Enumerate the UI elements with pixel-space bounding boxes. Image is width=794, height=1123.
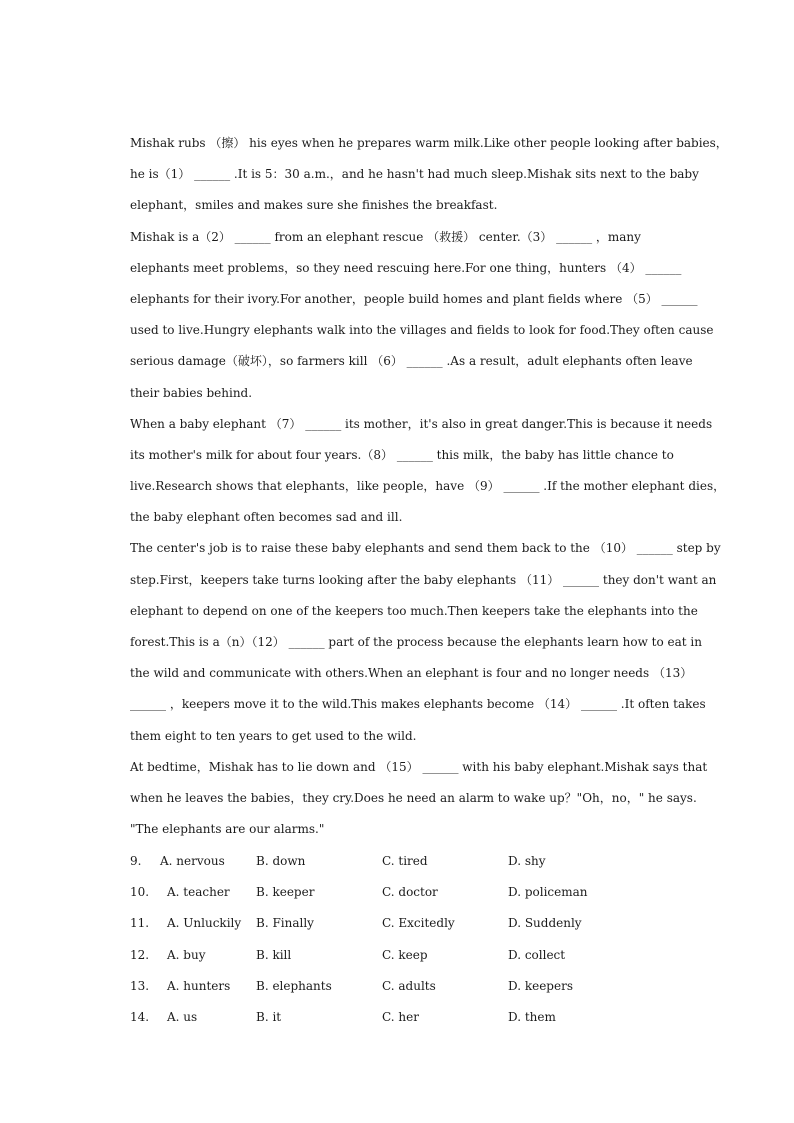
option-b: B. kill: [256, 947, 292, 962]
option-d: D. Suddenly: [508, 916, 582, 931]
question-number: 14.: [130, 1009, 150, 1024]
answer-options: [130, 846, 710, 1033]
passage-line: At bedtime，Mishak has to lie down and （15） ______ with his baby elephant.Mishak says that: [130, 759, 708, 774]
question-row: [130, 908, 710, 939]
passage-line: When a baby elephant （7） ______ its mother，it's also in great danger.This is because it needs: [130, 416, 713, 431]
option-c: C. Excitedly: [382, 916, 455, 931]
passage-line: The center's job is to raise these baby elephants and send them back to the （10） ______ step by: [130, 541, 721, 556]
option-d: D. collect: [508, 947, 566, 962]
passage-line: them eight to ten years to get used to the wild.: [130, 728, 417, 743]
option-c: C. keep: [382, 947, 428, 962]
passage-line: Mishak is a（2） ______ from an elephant rescue （救援） center.（3） ______ ，many: [130, 229, 641, 244]
option-c: C. doctor: [382, 885, 438, 900]
passage-line: elephant，smiles and makes sure she finishes the breakfast.: [130, 198, 498, 213]
option-c: C. tired: [382, 854, 428, 868]
option-a: A. us: [167, 1009, 198, 1024]
question-number: 11.: [130, 916, 150, 931]
option-c: C. adults: [382, 978, 436, 993]
option-a: A. hunters: [167, 978, 231, 993]
question-number: 9.: [130, 854, 142, 868]
passage-line: forest.This is a（n）（12） ______ part of the process because the elephants learn how to eat in: [130, 635, 702, 649]
option-b: B. keeper: [256, 885, 315, 900]
option-b: B. Finally: [256, 916, 314, 931]
passage-line: Mishak rubs （擦） his eyes when he prepares warm milk.Like other people looking after babies，: [130, 136, 728, 150]
passage-line: its mother's milk for about four years.（8） ______ this milk，the baby has little chance to: [130, 447, 674, 462]
question-row: [130, 940, 710, 971]
passage-line: live.Research shows that elephants，like people，have （9） ______ .If the mother elephant dies，: [130, 479, 726, 494]
passage-line: "The elephants are our alarms.": [130, 822, 325, 837]
passage-line: elephants meet problems，so they need rescuing here.For one thing，hunters （4） ______: [130, 260, 682, 275]
option-d: D. them: [508, 1009, 556, 1024]
passage-line: serious damage（破坏），so farmers kill （6） ______ .As a result，adult elephants often leave: [130, 354, 693, 369]
passage-line: when he leaves the babies，they cry.Does he need an alarm to wake up？"Oh，no，" he says.: [130, 790, 697, 805]
passage-line: step.First，keepers take turns looking after the baby elephants （11） ______ they don't want an: [130, 572, 717, 587]
passage-line: elephant to depend on one of the keepers too much.Then keepers take the elephants into the: [130, 603, 698, 618]
question-number: 13.: [130, 978, 150, 993]
option-b: B. down: [256, 854, 306, 868]
passage-line: the wild and communicate with others.When an elephant is four and no longer needs （13）: [130, 666, 693, 681]
passage-line: elephants for their ivory.For another，people build homes and plant fields where （5） ______: [130, 291, 698, 306]
passage-line: the baby elephant often becomes sad and ill.: [130, 510, 403, 525]
question-row: [130, 846, 710, 877]
option-d: D. policeman: [508, 885, 588, 900]
passage-line: he is（1） ______ .It is 5：30 a.m.，and he hasn't had much sleep.Mishak sits next to the baby: [130, 167, 699, 182]
option-c: C. her: [382, 1009, 419, 1024]
reading-passage: [130, 128, 728, 845]
question-number: 12.: [130, 947, 150, 962]
option-d: D. keepers: [508, 978, 573, 993]
option-b: B. it: [256, 1009, 282, 1024]
passage-line: used to live.Hungry elephants walk into the villages and fields to look for food.They often cause: [130, 323, 714, 338]
option-a: A. nervous: [160, 854, 225, 868]
option-d: D. shy: [508, 854, 546, 868]
option-a: A. Unluckily: [167, 916, 242, 931]
option-a: A. buy: [167, 947, 206, 962]
question-row: [130, 1002, 710, 1033]
question-row: [130, 971, 710, 1002]
passage-line: ______ ，keepers move it to the wild.This makes elephants become （14） ______ .It often takes: [130, 697, 706, 712]
question-row: [130, 877, 710, 908]
passage-line: their babies behind.: [130, 385, 253, 400]
option-b: B. elephants: [256, 978, 332, 993]
question-number: 10.: [130, 885, 150, 900]
option-a: A. teacher: [167, 885, 230, 900]
